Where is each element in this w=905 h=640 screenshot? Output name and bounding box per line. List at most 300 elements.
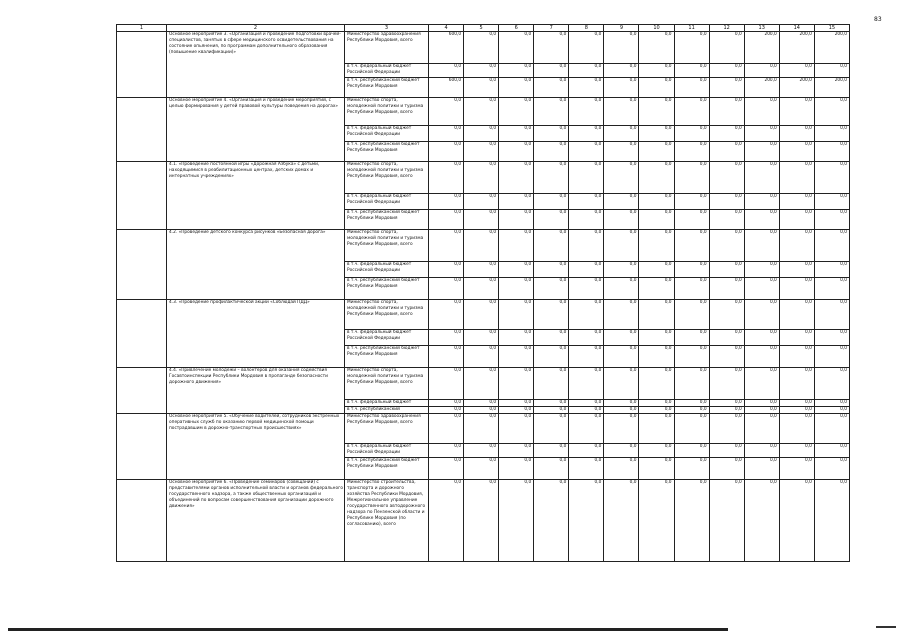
value-cell: 0,0	[744, 330, 779, 346]
value-cell: 0,0	[744, 346, 779, 368]
value-cell: 0,0	[779, 330, 814, 346]
budget-table	[116, 24, 850, 562]
value-cell: 0,0	[744, 162, 779, 194]
value-cell: 0,0	[429, 444, 464, 458]
group-col1-cell	[117, 300, 167, 368]
page-number: 83	[874, 16, 882, 23]
column-number: 2	[167, 25, 345, 32]
value-cell: 0,0	[744, 98, 779, 126]
value-cell: 0,0	[464, 400, 499, 407]
value-cell: 0,0	[464, 64, 499, 78]
value-cell: 0,0	[569, 194, 604, 210]
value-cell: 0,0	[429, 330, 464, 346]
value-cell: 0,0	[709, 210, 744, 230]
value-cell: 0,0	[814, 210, 849, 230]
value-cell: 0,0	[709, 444, 744, 458]
value-cell: 0,0	[639, 346, 674, 368]
measure-name: Основное мероприятие 5. «Обучение водителей, сотрудников экстренных оперативных служб по оказанию первой медицинской помощи пострадавшим в дорожно-транспортных происшествиях»	[167, 414, 345, 480]
value-cell: 0,0	[604, 230, 639, 262]
value-cell: 0,0	[639, 98, 674, 126]
scan-speck	[876, 626, 896, 628]
value-cell: 0,0	[464, 230, 499, 262]
value-cell: 0,0	[429, 230, 464, 262]
value-cell: 0,0	[499, 444, 534, 458]
value-cell: 0,0	[744, 278, 779, 300]
executor-cell: в т.ч. республиканский бюджет Республики Мордовия	[345, 210, 429, 230]
value-cell: 0,0	[499, 98, 534, 126]
value-cell: 0,0	[604, 194, 639, 210]
measure-name: Основное мероприятие 4. «Организация и проведение мероприятий, с целью формирования у детей правовой культуры поведения на дорогах»	[167, 98, 345, 162]
value-cell: 0,0	[604, 98, 639, 126]
value-cell: 0,0	[429, 126, 464, 142]
value-cell: 0,0	[814, 346, 849, 368]
value-cell: 0,0	[534, 126, 569, 142]
value-cell: 0,0	[464, 330, 499, 346]
column-number: 14	[779, 25, 814, 32]
value-cell: 0,0	[709, 458, 744, 480]
executor-cell: в т.ч. федеральный бюджет Российской Федерации	[345, 330, 429, 346]
value-cell: 0,0	[534, 278, 569, 300]
value-cell: 0,0	[499, 210, 534, 230]
value-cell: 0,0	[464, 480, 499, 562]
value-cell: 0,0	[569, 98, 604, 126]
value-cell: 0,0	[814, 330, 849, 346]
column-number: 8	[569, 25, 604, 32]
value-cell: 0,0	[534, 210, 569, 230]
measure-name: Основное мероприятие 6. «Проведение семинаров (совещаний) с представителями органов исполнительной власти и органов федерального государственного надзора, а также общественных организаций и объединений по вопросам совершенствования организации дорожного движения»	[167, 480, 345, 562]
value-cell: 200,0	[744, 78, 779, 98]
table-row	[117, 98, 850, 126]
value-cell: 0,0	[464, 210, 499, 230]
executor-cell: в т.ч. республиканский	[345, 407, 429, 414]
value-cell: 0,0	[604, 414, 639, 444]
value-cell: 0,0	[569, 444, 604, 458]
value-cell: 0,0	[534, 64, 569, 78]
column-number: 9	[604, 25, 639, 32]
value-cell: 0,0	[779, 444, 814, 458]
value-cell: 0,0	[604, 64, 639, 78]
executor-cell: в т.ч. федеральный бюджет Российской Федерации	[345, 64, 429, 78]
value-cell: 0,0	[429, 278, 464, 300]
value-cell: 0,0	[464, 194, 499, 210]
value-cell: 0,0	[429, 210, 464, 230]
value-cell: 0,0	[779, 142, 814, 162]
value-cell: 0,0	[814, 262, 849, 278]
value-cell: 0,0	[779, 346, 814, 368]
value-cell: 0,0	[709, 126, 744, 142]
value-cell: 0,0	[429, 407, 464, 414]
value-cell: 0,0	[569, 126, 604, 142]
executor-cell: в т.ч. республиканский бюджет Республики Мордовия	[345, 78, 429, 98]
value-cell: 0,0	[674, 32, 709, 64]
value-cell: 0,0	[604, 32, 639, 64]
value-cell: 0,0	[429, 194, 464, 210]
column-number: 12	[709, 25, 744, 32]
value-cell: 0,0	[569, 230, 604, 262]
value-cell: 0,0	[464, 262, 499, 278]
value-cell: 0,0	[604, 400, 639, 407]
value-cell: 0,0	[464, 300, 499, 330]
column-number: 1	[117, 25, 167, 32]
value-cell: 0,0	[429, 300, 464, 330]
value-cell: 0,0	[639, 458, 674, 480]
value-cell: 0,0	[499, 300, 534, 330]
value-cell: 0,0	[569, 162, 604, 194]
value-cell: 0,0	[464, 407, 499, 414]
value-cell: 0,0	[674, 210, 709, 230]
value-cell: 0,0	[569, 480, 604, 562]
value-cell: 0,0	[604, 210, 639, 230]
value-cell: 0,0	[779, 98, 814, 126]
value-cell: 0,0	[674, 162, 709, 194]
value-cell: 0,0	[464, 346, 499, 368]
value-cell: 0,0	[709, 142, 744, 162]
value-cell: 0,0	[744, 480, 779, 562]
value-cell: 0,0	[674, 414, 709, 444]
value-cell: 0,0	[569, 64, 604, 78]
value-cell: 0,0	[709, 346, 744, 368]
value-cell: 0,0	[814, 278, 849, 300]
table-row	[117, 230, 850, 262]
executor-cell: Министерство спорта, молодежной политики и туризма Республики Мордовия, всего	[345, 300, 429, 330]
value-cell: 0,0	[779, 407, 814, 414]
value-cell: 0,0	[464, 126, 499, 142]
value-cell: 0,0	[429, 98, 464, 126]
value-cell: 0,0	[499, 194, 534, 210]
value-cell: 0,0	[639, 126, 674, 142]
executor-cell: Министерство спорта, молодежной политики и туризма Республики Мордовия, всего	[345, 98, 429, 126]
value-cell: 0,0	[604, 330, 639, 346]
value-cell: 0,0	[569, 400, 604, 407]
value-cell: 0,0	[464, 98, 499, 126]
value-cell: 0,0	[744, 444, 779, 458]
value-cell: 0,0	[639, 194, 674, 210]
value-cell: 0,0	[534, 194, 569, 210]
value-cell: 0,0	[639, 407, 674, 414]
value-cell: 0,0	[709, 230, 744, 262]
value-cell: 0,0	[709, 400, 744, 407]
value-cell: 0,0	[569, 330, 604, 346]
executor-cell: в т.ч. республиканский бюджет Республики Мордовия	[345, 278, 429, 300]
value-cell: 0,0	[534, 142, 569, 162]
value-cell: 0,0	[674, 230, 709, 262]
group-col1-cell	[117, 480, 167, 562]
value-cell: 0,0	[604, 78, 639, 98]
value-cell: 0,0	[499, 400, 534, 407]
value-cell: 0,0	[604, 346, 639, 368]
executor-cell: в т.ч. республиканский бюджет Республики Мордовия	[345, 346, 429, 368]
value-cell: 0,0	[744, 262, 779, 278]
group-col1-cell	[117, 368, 167, 414]
value-cell: 0,0	[709, 407, 744, 414]
value-cell: 0,0	[674, 64, 709, 78]
value-cell: 0,0	[674, 444, 709, 458]
value-cell: 0,0	[429, 480, 464, 562]
value-cell: 0,0	[744, 230, 779, 262]
value-cell: 0,0	[674, 78, 709, 98]
value-cell: 0,0	[779, 368, 814, 400]
value-cell: 0,0	[499, 142, 534, 162]
value-cell: 0,0	[604, 126, 639, 142]
value-cell: 0,0	[604, 262, 639, 278]
value-cell: 0,0	[709, 262, 744, 278]
value-cell: 0,0	[709, 64, 744, 78]
value-cell: 0,0	[639, 444, 674, 458]
value-cell: 0,0	[464, 162, 499, 194]
value-cell: 0,0	[744, 414, 779, 444]
value-cell: 0,0	[604, 162, 639, 194]
value-cell: 0,0	[814, 162, 849, 194]
value-cell: 200,0	[779, 32, 814, 64]
value-cell: 0,0	[429, 368, 464, 400]
value-cell: 0,0	[499, 480, 534, 562]
value-cell: 0,0	[779, 64, 814, 78]
value-cell: 0,0	[709, 278, 744, 300]
group-col1-cell	[117, 414, 167, 480]
value-cell: 200,0	[744, 32, 779, 64]
value-cell: 0,0	[744, 126, 779, 142]
column-number: 13	[744, 25, 779, 32]
value-cell: 0,0	[499, 230, 534, 262]
value-cell: 200,0	[814, 32, 849, 64]
value-cell: 0,0	[779, 278, 814, 300]
value-cell: 0,0	[499, 330, 534, 346]
column-number: 10	[639, 25, 674, 32]
value-cell: 0,0	[639, 64, 674, 78]
measure-name: 4.2. «Проведение детского конкурса рисунков «Безопасная дорога»	[167, 230, 345, 300]
value-cell: 0,0	[639, 142, 674, 162]
value-cell: 0,0	[779, 414, 814, 444]
value-cell: 0,0	[499, 78, 534, 98]
value-cell: 0,0	[779, 400, 814, 407]
value-cell: 0,0	[464, 458, 499, 480]
value-cell: 0,0	[499, 346, 534, 368]
value-cell: 0,0	[464, 368, 499, 400]
value-cell: 0,0	[674, 346, 709, 368]
value-cell: 0,0	[674, 126, 709, 142]
value-cell: 0,0	[534, 300, 569, 330]
value-cell: 0,0	[744, 400, 779, 407]
value-cell: 0,0	[569, 458, 604, 480]
value-cell: 0,0	[639, 32, 674, 64]
value-cell: 0,0	[604, 480, 639, 562]
value-cell: 0,0	[674, 278, 709, 300]
value-cell: 0,0	[534, 407, 569, 414]
table-row	[117, 162, 850, 194]
value-cell: 600,0	[429, 32, 464, 64]
value-cell: 0,0	[814, 194, 849, 210]
value-cell: 0,0	[744, 368, 779, 400]
value-cell: 0,0	[779, 480, 814, 562]
value-cell: 0,0	[674, 98, 709, 126]
value-cell: 0,0	[814, 414, 849, 444]
table-body	[117, 32, 850, 562]
value-cell: 0,0	[569, 278, 604, 300]
value-cell: 0,0	[779, 210, 814, 230]
value-cell: 0,0	[639, 230, 674, 262]
value-cell: 0,0	[499, 407, 534, 414]
value-cell: 0,0	[779, 126, 814, 142]
value-cell: 0,0	[674, 142, 709, 162]
column-number: 6	[499, 25, 534, 32]
value-cell: 0,0	[709, 162, 744, 194]
column-number: 7	[534, 25, 569, 32]
value-cell: 0,0	[534, 414, 569, 444]
value-cell: 0,0	[639, 278, 674, 300]
value-cell: 0,0	[674, 330, 709, 346]
value-cell: 0,0	[429, 414, 464, 444]
executor-cell: Министерство спорта, молодежной политики и туризма Республики Мордовия, всего	[345, 162, 429, 194]
executor-cell: в т.ч. республиканский бюджет Республики Мордовия	[345, 142, 429, 162]
value-cell: 0,0	[639, 414, 674, 444]
value-cell: 0,0	[709, 98, 744, 126]
value-cell: 0,0	[534, 444, 569, 458]
value-cell: 200,0	[814, 78, 849, 98]
value-cell: 0,0	[534, 78, 569, 98]
value-cell: 0,0	[429, 400, 464, 407]
value-cell: 0,0	[779, 230, 814, 262]
executor-cell: в т.ч. федеральный бюджет Российской Федерации	[345, 194, 429, 210]
executor-cell: в т.ч. федеральный бюджет	[345, 400, 429, 407]
value-cell: 0,0	[534, 400, 569, 407]
value-cell: 0,0	[674, 400, 709, 407]
group-col1-cell	[117, 230, 167, 300]
value-cell: 0,0	[534, 330, 569, 346]
value-cell: 0,0	[429, 162, 464, 194]
value-cell: 0,0	[814, 64, 849, 78]
value-cell: 0,0	[534, 98, 569, 126]
value-cell: 0,0	[464, 414, 499, 444]
executor-cell: в т.ч. федеральный бюджет Российской Федерации	[345, 262, 429, 278]
value-cell: 0,0	[569, 32, 604, 64]
value-cell: 0,0	[814, 458, 849, 480]
value-cell: 0,0	[779, 162, 814, 194]
value-cell: 0,0	[429, 346, 464, 368]
executor-cell: Министерство строительства, транспорта и дорожного хозяйства Республики Мордовия, Межрегиональное управление государственного автодорожного надзора по Пензенской области и Республике Мордовия (по согласованию), всего	[345, 480, 429, 562]
value-cell: 0,0	[604, 142, 639, 162]
value-cell: 0,0	[814, 400, 849, 407]
value-cell: 0,0	[639, 400, 674, 407]
table-row	[117, 480, 850, 562]
value-cell: 0,0	[534, 162, 569, 194]
measure-name: Основное мероприятие 3. «Организация и проведение подготовки врачей-специалистов, занятых в сфере медицинского освидетельствования на состояние опьянения, по программам дополнительного образования (повышение квалификации)»	[167, 32, 345, 98]
value-cell: 0,0	[639, 300, 674, 330]
value-cell: 0,0	[534, 346, 569, 368]
measure-name: 4.1. «Проведение постоянной игры «Дорожная Азбука» с детьми, находящимися в реабилитационных центрах, детских домах и интернатных учреждениях»	[167, 162, 345, 230]
value-cell: 200,0	[779, 78, 814, 98]
value-cell: 0,0	[569, 262, 604, 278]
value-cell: 0,0	[604, 368, 639, 400]
value-cell: 0,0	[569, 346, 604, 368]
executor-cell: в т.ч. федеральный бюджет Российской Федерации	[345, 444, 429, 458]
value-cell: 0,0	[464, 142, 499, 162]
value-cell: 0,0	[709, 32, 744, 64]
table-row	[117, 414, 850, 444]
value-cell: 0,0	[744, 194, 779, 210]
value-cell: 0,0	[709, 414, 744, 444]
value-cell: 0,0	[814, 142, 849, 162]
value-cell: 0,0	[639, 262, 674, 278]
value-cell: 600,0	[429, 78, 464, 98]
value-cell: 0,0	[709, 78, 744, 98]
value-cell: 0,0	[744, 142, 779, 162]
value-cell: 0,0	[499, 162, 534, 194]
value-cell: 0,0	[709, 194, 744, 210]
value-cell: 0,0	[674, 368, 709, 400]
value-cell: 0,0	[499, 278, 534, 300]
value-cell: 0,0	[569, 407, 604, 414]
value-cell: 0,0	[534, 480, 569, 562]
value-cell: 0,0	[744, 407, 779, 414]
value-cell: 0,0	[779, 300, 814, 330]
value-cell: 0,0	[674, 407, 709, 414]
value-cell: 0,0	[429, 262, 464, 278]
measure-name: 4.4. «Привлечение молодежи – волонтеров для оказания содействия Госавтоинспекции Республики Мордовия в пропаганде безопасности дорожного движения»	[167, 368, 345, 414]
value-cell: 0,0	[604, 458, 639, 480]
value-cell: 0,0	[499, 64, 534, 78]
value-cell: 0,0	[534, 262, 569, 278]
value-cell: 0,0	[604, 278, 639, 300]
value-cell: 0,0	[779, 194, 814, 210]
value-cell: 0,0	[639, 480, 674, 562]
column-number: 4	[429, 25, 464, 32]
value-cell: 0,0	[604, 407, 639, 414]
value-cell: 0,0	[814, 300, 849, 330]
value-cell: 0,0	[674, 300, 709, 330]
executor-cell: Министерство спорта, молодежной политики и туризма Республики Мордовия, всего	[345, 230, 429, 262]
scan-edge-bar	[8, 628, 728, 631]
executor-cell: Министерство спорта, молодежной политики и туризма Республики Мордовия, всего	[345, 368, 429, 400]
value-cell: 0,0	[429, 458, 464, 480]
value-cell: 0,0	[499, 126, 534, 142]
value-cell: 0,0	[569, 78, 604, 98]
value-cell: 0,0	[569, 142, 604, 162]
executor-cell: в т.ч. федеральный бюджет Российской Федерации	[345, 126, 429, 142]
value-cell: 0,0	[674, 262, 709, 278]
value-cell: 0,0	[674, 480, 709, 562]
value-cell: 0,0	[604, 300, 639, 330]
column-number: 3	[345, 25, 429, 32]
value-cell: 0,0	[814, 98, 849, 126]
value-cell: 0,0	[569, 300, 604, 330]
value-cell: 0,0	[569, 414, 604, 444]
executor-cell: Министерство здравоохранения Республики Мордовия, всего	[345, 414, 429, 444]
value-cell: 0,0	[464, 444, 499, 458]
group-col1-cell	[117, 98, 167, 162]
value-cell: 0,0	[429, 64, 464, 78]
value-cell: 0,0	[674, 194, 709, 210]
value-cell: 0,0	[499, 368, 534, 400]
table-row	[117, 368, 850, 400]
value-cell: 0,0	[639, 210, 674, 230]
value-cell: 0,0	[639, 368, 674, 400]
value-cell: 0,0	[674, 458, 709, 480]
value-cell: 0,0	[534, 368, 569, 400]
executor-cell: в т.ч. республиканский бюджет Республики Мордовия	[345, 458, 429, 480]
value-cell: 0,0	[639, 162, 674, 194]
column-number: 11	[674, 25, 709, 32]
column-number: 15	[814, 25, 849, 32]
value-cell: 0,0	[639, 330, 674, 346]
value-cell: 0,0	[744, 210, 779, 230]
value-cell: 0,0	[499, 414, 534, 444]
value-cell: 0,0	[779, 458, 814, 480]
value-cell: 0,0	[499, 262, 534, 278]
value-cell: 0,0	[709, 330, 744, 346]
value-cell: 0,0	[429, 142, 464, 162]
value-cell: 0,0	[534, 458, 569, 480]
value-cell: 0,0	[814, 230, 849, 262]
